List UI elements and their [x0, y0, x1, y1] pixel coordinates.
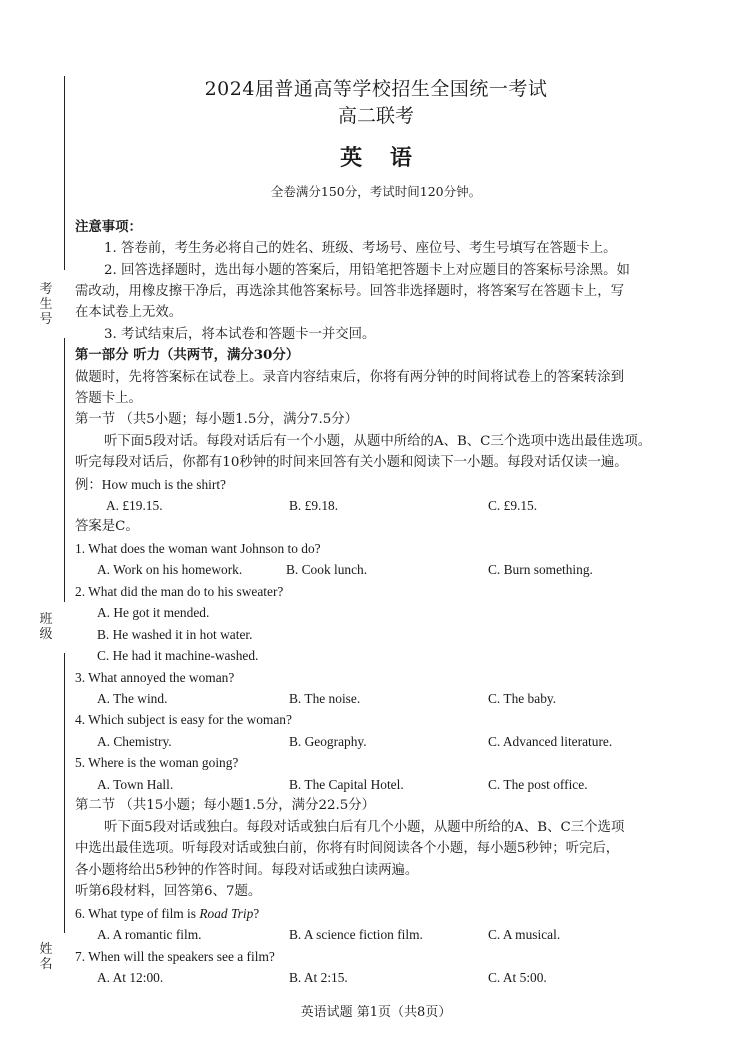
example-option-c: C. £9.15. [488, 498, 538, 513]
section2-instructions-line-3: 各小题将给出5秒钟的作答时间。每段对话或独白读两遍。 [75, 863, 419, 878]
section1-instructions-line-2: 听完每段对话后，你都有10秒钟的时间来回答有关小题和阅读下一小题。每段对话仅读一遍。 [75, 455, 628, 470]
question-6-option-a: A. A romantic film. [97, 927, 202, 942]
question-5-option-b: B. The Capital Hotel. [289, 777, 404, 792]
question-6-film-title: Road Trip [199, 906, 254, 921]
question-6-option-b: B. A science fiction film. [289, 927, 423, 942]
part1-intro-line-2: 答题卡上。 [75, 391, 142, 406]
notes-item-2-line-1: 2. 回答选择题时，选出每小题的答案后，用铅笔把答题卡上对应题目的答案标号涂黑。如 [104, 263, 630, 278]
question-5-option-c: C. The post office. [488, 777, 588, 792]
question-4-option-c: C. Advanced literature. [488, 734, 613, 749]
subject-title: 英 语 [340, 145, 422, 171]
question-3-option-b: B. The noise. [289, 691, 361, 706]
question-7-option-b: B. At 2:15. [289, 970, 348, 985]
section2-instructions-line-1: 听下面5段对话或独白。每段对话或独白后有几个小题，从题中所给的A、B、C三个选项 [104, 820, 625, 835]
section2-heading: 第二节 （共15小题；每小题1.5分，满分22.5分） [75, 798, 376, 813]
question-6-text: 6. What type of film is [75, 906, 200, 921]
question-7: 7. When will the speakers see a film? [75, 949, 275, 964]
question-4-option-a: A. Chemistry. [97, 734, 172, 749]
question-2-option-b: B. He washed it in hot water. [97, 627, 253, 642]
notes-item-2-line-3: 在本试卷上无效。 [75, 305, 183, 320]
question-5: 5. Where is the woman going? [75, 755, 239, 770]
section1-heading: 第一节 （共5小题；每小题1.5分，满分7.5分） [75, 412, 359, 427]
example-option-b: B. £9.18. [289, 498, 339, 513]
question-3-option-a: A. The wind. [97, 691, 168, 706]
notes-item-3: 3. 考试结束后，将本试卷和答题卡一并交回。 [104, 327, 376, 342]
notes-heading: 注意事项： [75, 219, 142, 235]
question-7-option-a: A. At 12:00. [97, 970, 164, 985]
question-5-option-a: A. Town Hall. [97, 777, 174, 792]
section2-instructions-line-2: 中选出最佳选项。听每段对话或独白前，你将有时间阅读各个小题，每小题5秒钟；听完后， [75, 841, 620, 856]
margin-line-lower [64, 653, 65, 933]
question-2: 2. What did the man do to his sweater? [75, 584, 284, 599]
question-3: 3. What annoyed the woman? [75, 670, 235, 685]
question-4: 4. Which subject is easy for the woman? [75, 712, 292, 727]
exam-title: 2024届普通高等学校招生全国统一考试 [204, 78, 548, 100]
question-3-option-c: C. The baby. [488, 691, 557, 706]
question-1-option-b: B. Cook lunch. [286, 562, 368, 577]
margin-class-label: 班级 [39, 612, 53, 642]
margin-line-middle [64, 338, 65, 602]
question-2-option-c: C. He had it machine-washed. [97, 648, 259, 663]
question-6-mark: ? [253, 906, 260, 921]
margin-name-label: 姓名 [39, 942, 53, 972]
example-option-a: A. £19.15. [106, 498, 163, 513]
example-answer: 答案是C。 [75, 519, 139, 534]
question-7-option-c: C. At 5:00. [488, 970, 547, 985]
notes-item-2-line-2: 需改动，用橡皮擦干净后，再选涂其他答案标号。回答非选择题时，将答案写在答题卡上，写 [75, 284, 625, 299]
exam-info: 全卷满分150分，考试时间120分钟。 [270, 184, 482, 199]
question-4-option-b: B. Geography. [289, 734, 367, 749]
margin-exam-number-label: 考生号 [39, 282, 53, 327]
page-footer: 英语试题 第1页（共8页） [300, 1005, 452, 1020]
exam-subtitle: 高二联考 [337, 105, 414, 127]
question-6-option-c: C. A musical. [488, 927, 561, 942]
question-2-option-a: A. He got it mended. [97, 605, 210, 620]
notes-item-1: 1. 答卷前，考生务必将自己的姓名、班级、考场号、座位号、考生号填写在答题卡上。 [104, 241, 617, 256]
question-1: 1. What does the woman want Johnson to do? [75, 541, 321, 556]
question-1-option-a: A. Work on his homework. [97, 562, 243, 577]
question-6 [75, 905, 259, 922]
part1-intro-line-1: 做题时，先将答案标在试卷上。录音内容结束后，你将有两分钟的时间将试卷上的答案转涂到 [75, 370, 625, 385]
material-6-instruction: 听第6段材料，回答第6、7题。 [75, 884, 262, 899]
example-question: 例：How much is the shirt? [75, 477, 226, 492]
question-1-option-c: C. Burn something. [488, 562, 593, 577]
section1-instructions-line-1: 听下面5段对话。每段对话后有一个小题，从题中所给的A、B、C三个选项中选出最佳选项。 [104, 434, 652, 449]
part1-heading: 第一部分 听力（共两节，满分30分） [75, 347, 300, 363]
